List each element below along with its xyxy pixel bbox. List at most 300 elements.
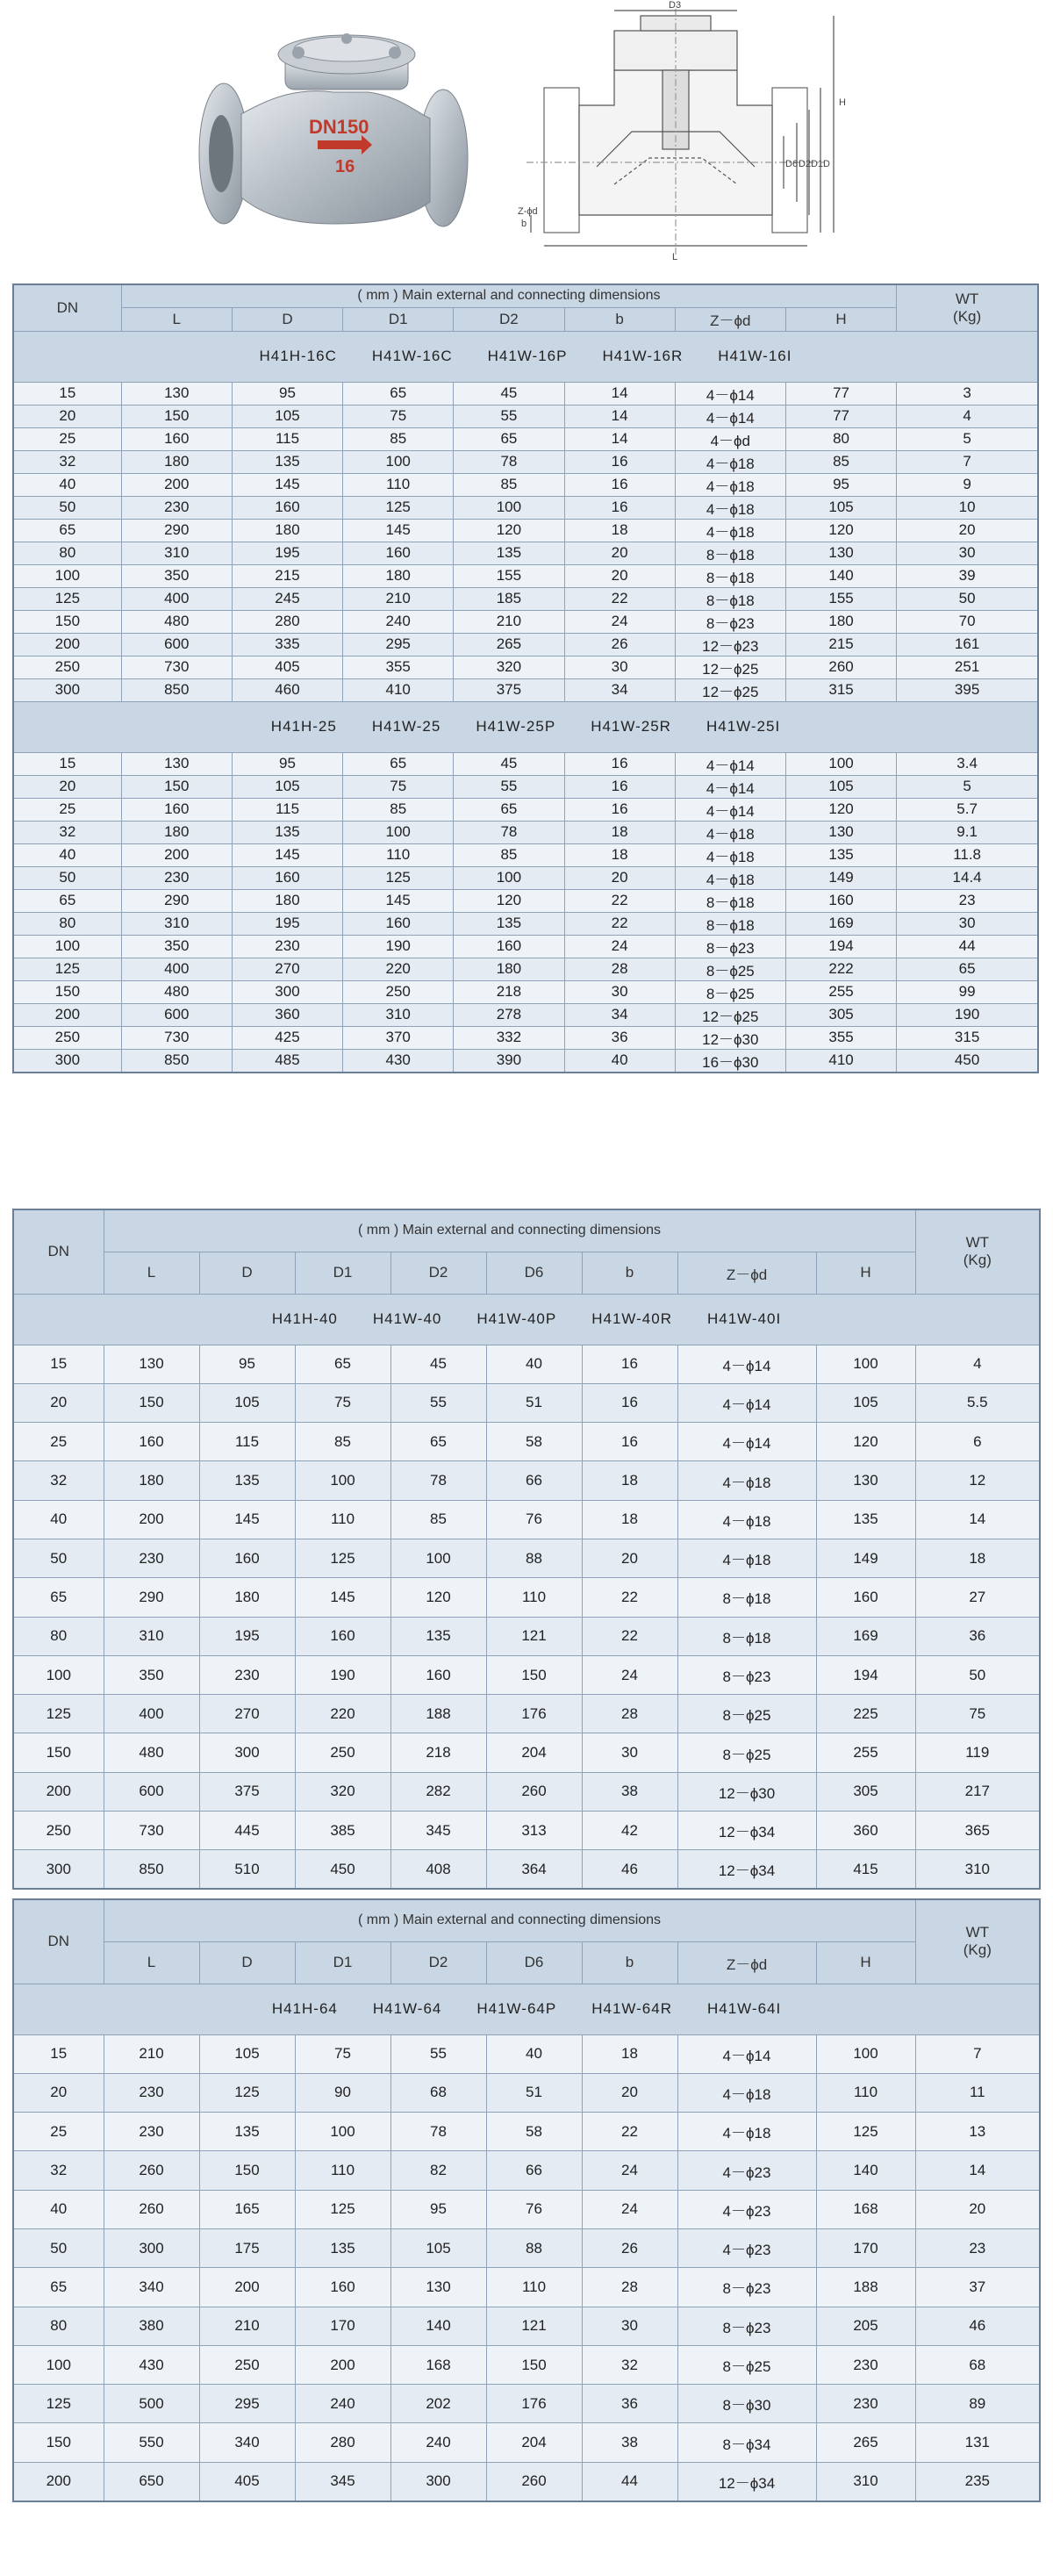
table-cell: 4－ϕ18 — [677, 2113, 816, 2151]
table-row — [13, 473, 1038, 496]
table-cell: 82 — [390, 2151, 486, 2190]
table-cell: 245 — [232, 587, 342, 610]
table-cell: 65 — [13, 889, 121, 912]
table-cell: 300 — [104, 2228, 199, 2267]
table-cell: 160 — [390, 1655, 486, 1694]
table-cell: 58 — [486, 1423, 582, 1461]
table-cell: 260 — [104, 2151, 199, 2190]
model-list — [13, 1294, 1040, 1345]
table-cell: 410 — [785, 1049, 896, 1073]
table-cell: 4－ϕ18 — [675, 821, 785, 843]
table-cell: 4－ϕ18 — [677, 2073, 816, 2112]
table-cell: 27 — [915, 1578, 1040, 1617]
table-cell: 20 — [13, 405, 121, 427]
svg-text:D3: D3 — [669, 0, 682, 11]
table-cell: 89 — [915, 2385, 1040, 2423]
table-cell: 194 — [816, 1655, 915, 1694]
table-cell: 12－ϕ25 — [675, 678, 785, 701]
table-row — [13, 2190, 1040, 2228]
table-cell: 310 — [816, 2462, 915, 2501]
table-cell: 168 — [390, 2345, 486, 2384]
table-cell: 135 — [199, 1461, 295, 1500]
table-cell: 135 — [199, 2113, 295, 2151]
table-cell: 260 — [785, 656, 896, 678]
table-cell: 730 — [121, 1026, 232, 1049]
table-row — [13, 752, 1038, 775]
model-list — [13, 331, 1038, 382]
table-cell: 78 — [390, 2113, 486, 2151]
table-cell: 120 — [454, 889, 564, 912]
table-cell: 105 — [199, 1383, 295, 1422]
table-cell: 3.4 — [897, 752, 1038, 775]
table-cell: 130 — [816, 1461, 915, 1500]
table-cell: 95 — [785, 473, 896, 496]
table-cell: 75 — [343, 775, 454, 798]
table-cell: 12－ϕ25 — [675, 656, 785, 678]
table-cell: 5.5 — [915, 1383, 1040, 1422]
table-cell: 202 — [390, 2385, 486, 2423]
table-cell: 20 — [564, 866, 675, 889]
table-cell: 500 — [104, 2385, 199, 2423]
table-cell: 100 — [454, 866, 564, 889]
table-row — [13, 2228, 1040, 2267]
model-code: H41W-25I — [706, 718, 781, 735]
table-cell: 85 — [390, 1500, 486, 1539]
table-cell: 55 — [390, 2034, 486, 2073]
table-cell: 4－ϕ18 — [675, 843, 785, 866]
dims-title: ( mm ) Main external and connecting dimensions — [121, 284, 897, 307]
table-cell: 460 — [232, 678, 342, 701]
table-cell: 22 — [564, 587, 675, 610]
svg-text:Z-ϕd: Z-ϕd — [518, 206, 538, 217]
table-row — [13, 2423, 1040, 2462]
table-cell: 295 — [199, 2385, 295, 2423]
table-row — [13, 542, 1038, 564]
table-cell: 120 — [454, 519, 564, 542]
table-cell: 8－ϕ25 — [677, 1733, 816, 1772]
column-header: Z－ϕd — [677, 1941, 816, 1984]
table-cell: 125 — [13, 587, 121, 610]
table-cell: 270 — [232, 958, 342, 980]
table-cell: 150 — [121, 775, 232, 798]
table-row — [13, 1772, 1040, 1811]
table-cell: 160 — [199, 1539, 295, 1577]
table-cell: 485 — [232, 1049, 342, 1073]
table-cell: 40 — [13, 843, 121, 866]
model-code: H41H-25 — [270, 718, 337, 735]
table-cell: 188 — [816, 2268, 915, 2307]
table-cell: 80 — [785, 427, 896, 450]
table-cell: 65 — [13, 2268, 104, 2307]
column-header: D1 — [295, 1941, 390, 1984]
body-marking-pressure: 16 — [335, 157, 355, 176]
table-cell: 250 — [13, 1812, 104, 1850]
table-cell: 65 — [454, 427, 564, 450]
table-cell: 24 — [582, 1655, 677, 1694]
table-cell: 120 — [785, 519, 896, 542]
table-cell: 260 — [486, 1772, 582, 1811]
model-code: H41W-25R — [591, 718, 671, 735]
model-code: H41W-40P — [476, 1310, 557, 1327]
table-cell: 180 — [785, 610, 896, 633]
table-cell: 220 — [295, 1695, 390, 1733]
table-cell: 300 — [390, 2462, 486, 2501]
table-cell: 160 — [816, 1578, 915, 1617]
table-cell: 125 — [295, 2190, 390, 2228]
model-code: H41W-64P — [476, 2000, 557, 2017]
table-cell: 210 — [104, 2034, 199, 2073]
table-cell: 8－ϕ30 — [677, 2385, 816, 2423]
wt-header: WT (Kg) — [915, 1209, 1040, 1294]
table-cell: 36 — [915, 1617, 1040, 1655]
table-cell: 400 — [121, 958, 232, 980]
column-header-row — [13, 1941, 1040, 1984]
table-cell: 70 — [897, 610, 1038, 633]
table-cell: 85 — [454, 473, 564, 496]
table-cell: 140 — [390, 2307, 486, 2345]
table-cell: 25 — [13, 798, 121, 821]
table-cell: 18 — [582, 2034, 677, 2073]
column-header: D — [199, 1252, 295, 1294]
table-cell: 230 — [816, 2385, 915, 2423]
table-row — [13, 1345, 1040, 1383]
table-cell: 310 — [104, 1617, 199, 1655]
model-group-header — [13, 701, 1038, 752]
table-row — [13, 889, 1038, 912]
table-cell: 12－ϕ23 — [675, 633, 785, 656]
table-cell: 80 — [13, 542, 121, 564]
table-cell: 11 — [915, 2073, 1040, 2112]
table-cell: 105 — [785, 496, 896, 519]
table-cell: 510 — [199, 1850, 295, 1889]
table-cell: 230 — [104, 2113, 199, 2151]
table-cell: 120 — [785, 798, 896, 821]
table-cell: 14.4 — [897, 866, 1038, 889]
table-cell: 34 — [564, 1003, 675, 1026]
table-cell: 119 — [915, 1733, 1040, 1772]
table-cell: 85 — [343, 798, 454, 821]
table-cell: 169 — [816, 1617, 915, 1655]
table-cell: 99 — [897, 980, 1038, 1003]
table-cell: 8－ϕ18 — [677, 1617, 816, 1655]
column-header: D1 — [343, 307, 454, 331]
table-cell: 364 — [486, 1850, 582, 1889]
table-cell: 8－ϕ23 — [675, 935, 785, 958]
table-cell: 50 — [13, 866, 121, 889]
table-cell: 230 — [104, 2073, 199, 2112]
table-row — [13, 912, 1038, 935]
table-cell: 255 — [785, 980, 896, 1003]
table-cell: 66 — [486, 1461, 582, 1500]
table-cell: 180 — [121, 821, 232, 843]
table-cell: 190 — [343, 935, 454, 958]
table-cell: 4－ϕ18 — [677, 1539, 816, 1577]
table-cell: 180 — [104, 1461, 199, 1500]
table-cell: 22 — [564, 912, 675, 935]
table-cell: 37 — [915, 2268, 1040, 2307]
table-cell: 8－ϕ23 — [677, 1655, 816, 1694]
table-cell: 4－ϕ18 — [675, 866, 785, 889]
table-cell: 160 — [343, 912, 454, 935]
model-code: H41W-64R — [591, 2000, 672, 2017]
table-cell: 430 — [343, 1049, 454, 1073]
table-cell: 42 — [582, 1812, 677, 1850]
table-cell: 110 — [343, 473, 454, 496]
dn-header: DN — [13, 1899, 104, 1984]
table-cell: 290 — [104, 1578, 199, 1617]
table-cell: 4－ϕ23 — [677, 2228, 816, 2267]
table-cell: 130 — [785, 542, 896, 564]
table-cell: 85 — [454, 843, 564, 866]
table-cell: 115 — [232, 798, 342, 821]
table-cell: 730 — [104, 1812, 199, 1850]
table-row — [13, 980, 1038, 1003]
table-cell: 4－ϕ18 — [677, 1500, 816, 1539]
table-cell: 265 — [816, 2423, 915, 2462]
table-cell: 40 — [486, 1345, 582, 1383]
table-cell: 28 — [582, 2268, 677, 2307]
table-cell: 125 — [816, 2113, 915, 2151]
table-cell: 180 — [121, 450, 232, 473]
table-cell: 26 — [564, 633, 675, 656]
table-cell: 25 — [13, 427, 121, 450]
table-cell: 180 — [232, 519, 342, 542]
table-cell: 169 — [785, 912, 896, 935]
table-cell: 75 — [295, 1383, 390, 1422]
table-cell: 6 — [915, 1423, 1040, 1461]
table-cell: 77 — [785, 405, 896, 427]
model-code: H41W-25P — [476, 718, 556, 735]
table-row — [13, 2462, 1040, 2501]
table-cell: 80 — [13, 1617, 104, 1655]
table-cell: 100 — [295, 1461, 390, 1500]
table-cell: 130 — [104, 1345, 199, 1383]
table-cell: 161 — [897, 633, 1038, 656]
table-cell: 176 — [486, 2385, 582, 2423]
table-cell: 149 — [816, 1539, 915, 1577]
wt-header: WT (Kg) — [897, 284, 1038, 331]
table-cell: 210 — [343, 587, 454, 610]
table-cell: 24 — [564, 935, 675, 958]
table-cell: 4－ϕ23 — [677, 2151, 816, 2190]
table-row — [13, 633, 1038, 656]
table-cell: 188 — [390, 1695, 486, 1733]
table-cell: 66 — [486, 2151, 582, 2190]
table-cell: 11.8 — [897, 843, 1038, 866]
table-cell: 355 — [785, 1026, 896, 1049]
table-cell: 176 — [486, 1695, 582, 1733]
table-cell: 50 — [13, 1539, 104, 1577]
table-row — [13, 2345, 1040, 2384]
table-cell: 5 — [897, 775, 1038, 798]
table-cell: 217 — [915, 1772, 1040, 1811]
table-cell: 350 — [104, 1655, 199, 1694]
table-cell: 38 — [582, 2423, 677, 2462]
table-cell: 315 — [897, 1026, 1038, 1049]
table-cell: 30 — [582, 1733, 677, 1772]
table-cell: 20 — [564, 542, 675, 564]
table-cell: 22 — [582, 2113, 677, 2151]
table-cell: 150 — [13, 1733, 104, 1772]
table-cell: 65 — [454, 798, 564, 821]
table-cell: 58 — [486, 2113, 582, 2151]
column-header: D1 — [295, 1252, 390, 1294]
svg-text:H: H — [839, 97, 846, 108]
table-cell: 36 — [564, 1026, 675, 1049]
table-cell: 230 — [104, 1539, 199, 1577]
table-cell: 4－ϕ14 — [675, 405, 785, 427]
table-cell: 45 — [454, 382, 564, 405]
table-cell: 180 — [199, 1578, 295, 1617]
table-cell: 16 — [564, 752, 675, 775]
table-cell: 16 — [564, 496, 675, 519]
table-cell: 14 — [915, 1500, 1040, 1539]
table-cell: 405 — [232, 656, 342, 678]
table-cell: 51 — [486, 1383, 582, 1422]
table-cell: 76 — [486, 2190, 582, 2228]
table-cell: 24 — [582, 2151, 677, 2190]
table-cell: 305 — [785, 1003, 896, 1026]
table-cell: 15 — [13, 1345, 104, 1383]
table-cell: 210 — [454, 610, 564, 633]
table-cell: 200 — [104, 1500, 199, 1539]
table-cell: 600 — [104, 1772, 199, 1811]
table-cell: 38 — [582, 1772, 677, 1811]
table-cell: 120 — [390, 1578, 486, 1617]
svg-text:L: L — [672, 252, 678, 262]
table-cell: 8－ϕ18 — [675, 564, 785, 587]
table-cell: 135 — [454, 542, 564, 564]
table-cell: 360 — [816, 1812, 915, 1850]
table-cell: 12－ϕ34 — [677, 1850, 816, 1889]
table-cell: 12－ϕ30 — [677, 1772, 816, 1811]
table-cell: 18 — [915, 1539, 1040, 1577]
model-code: H41W-16P — [487, 348, 568, 364]
table-cell: 215 — [785, 633, 896, 656]
table-cell: 65 — [390, 1423, 486, 1461]
table-cell: 200 — [13, 1003, 121, 1026]
table-cell: 40 — [13, 1500, 104, 1539]
table-cell: 75 — [343, 405, 454, 427]
table-cell: 125 — [13, 958, 121, 980]
table-cell: 300 — [232, 980, 342, 1003]
data-rows — [13, 382, 1038, 701]
table-cell: 16 — [564, 450, 675, 473]
table-cell: 265 — [454, 633, 564, 656]
table-cell: 65 — [343, 752, 454, 775]
table-cell: 4－ϕ14 — [675, 775, 785, 798]
table-cell: 105 — [232, 775, 342, 798]
table-cell: 430 — [104, 2345, 199, 2384]
table-cell: 100 — [13, 935, 121, 958]
table-cell: 76 — [486, 1500, 582, 1539]
data-rows — [13, 752, 1038, 1073]
table-cell: 195 — [199, 1617, 295, 1655]
table-cell: 150 — [13, 980, 121, 1003]
table-cell: 4－ϕd — [675, 427, 785, 450]
table-cell: 204 — [486, 1733, 582, 1772]
table-cell: 200 — [13, 633, 121, 656]
table-cell: 30 — [897, 912, 1038, 935]
table-cell: 180 — [343, 564, 454, 587]
table-cell: 250 — [343, 980, 454, 1003]
column-header: b — [582, 1252, 677, 1294]
table-row — [13, 1578, 1040, 1617]
table-cell: 45 — [454, 752, 564, 775]
column-header-row — [13, 1252, 1040, 1294]
table-cell: 220 — [343, 958, 454, 980]
table-cell: 28 — [564, 958, 675, 980]
table-row — [13, 2385, 1040, 2423]
table-cell: 28 — [582, 1695, 677, 1733]
table-cell: 90 — [295, 2073, 390, 2112]
table-cell: 200 — [13, 2462, 104, 2501]
data-rows — [13, 1345, 1040, 1889]
table-cell: 16 — [582, 1345, 677, 1383]
table-cell: 210 — [199, 2307, 295, 2345]
table-row — [13, 2113, 1040, 2151]
model-code: H41W-16R — [602, 348, 684, 364]
column-header-row — [13, 307, 1038, 331]
table-cell: 150 — [13, 2423, 104, 2462]
table-row — [13, 1850, 1040, 1889]
table-cell: 305 — [816, 1772, 915, 1811]
table-cell: 135 — [295, 2228, 390, 2267]
table-cell: 50 — [13, 496, 121, 519]
table-cell: 30 — [582, 2307, 677, 2345]
table-cell: 34 — [564, 678, 675, 701]
table-cell: 149 — [785, 866, 896, 889]
column-header: D2 — [390, 1252, 486, 1294]
table-cell: 332 — [454, 1026, 564, 1049]
table-cell: 150 — [199, 2151, 295, 2190]
table-cell: 235 — [915, 2462, 1040, 2501]
model-code: H41W-64I — [707, 2000, 782, 2017]
table-cell: 345 — [390, 1812, 486, 1850]
model-code: H41H-64 — [271, 2000, 338, 2017]
table-cell: 600 — [121, 633, 232, 656]
table-cell: 20 — [13, 2073, 104, 2112]
column-header: D6 — [486, 1941, 582, 1984]
table-cell: 100 — [390, 1539, 486, 1577]
table-cell: 30 — [897, 542, 1038, 564]
table-cell: 88 — [486, 1539, 582, 1577]
table-cell: 15 — [13, 382, 121, 405]
table-cell: 160 — [104, 1423, 199, 1461]
table-cell: 255 — [816, 1733, 915, 1772]
table-cell: 215 — [232, 564, 342, 587]
table-row — [13, 1049, 1038, 1073]
table-cell: 40 — [486, 2034, 582, 2073]
table-cell: 121 — [486, 1617, 582, 1655]
table-cell: 105 — [390, 2228, 486, 2267]
table-row — [13, 496, 1038, 519]
table-cell: 180 — [232, 889, 342, 912]
table-cell: 131 — [915, 2423, 1040, 2462]
table-cell: 145 — [295, 1578, 390, 1617]
table-cell: 290 — [121, 889, 232, 912]
table-cell: 395 — [897, 678, 1038, 701]
table-cell: 480 — [104, 1733, 199, 1772]
table-cell: 8－ϕ25 — [677, 2345, 816, 2384]
table-row — [13, 1695, 1040, 1733]
table-row — [13, 1655, 1040, 1694]
table-row — [13, 587, 1038, 610]
table-cell: 20 — [564, 564, 675, 587]
table-row — [13, 1539, 1040, 1577]
table-cell: 650 — [104, 2462, 199, 2501]
table-row — [13, 2307, 1040, 2345]
